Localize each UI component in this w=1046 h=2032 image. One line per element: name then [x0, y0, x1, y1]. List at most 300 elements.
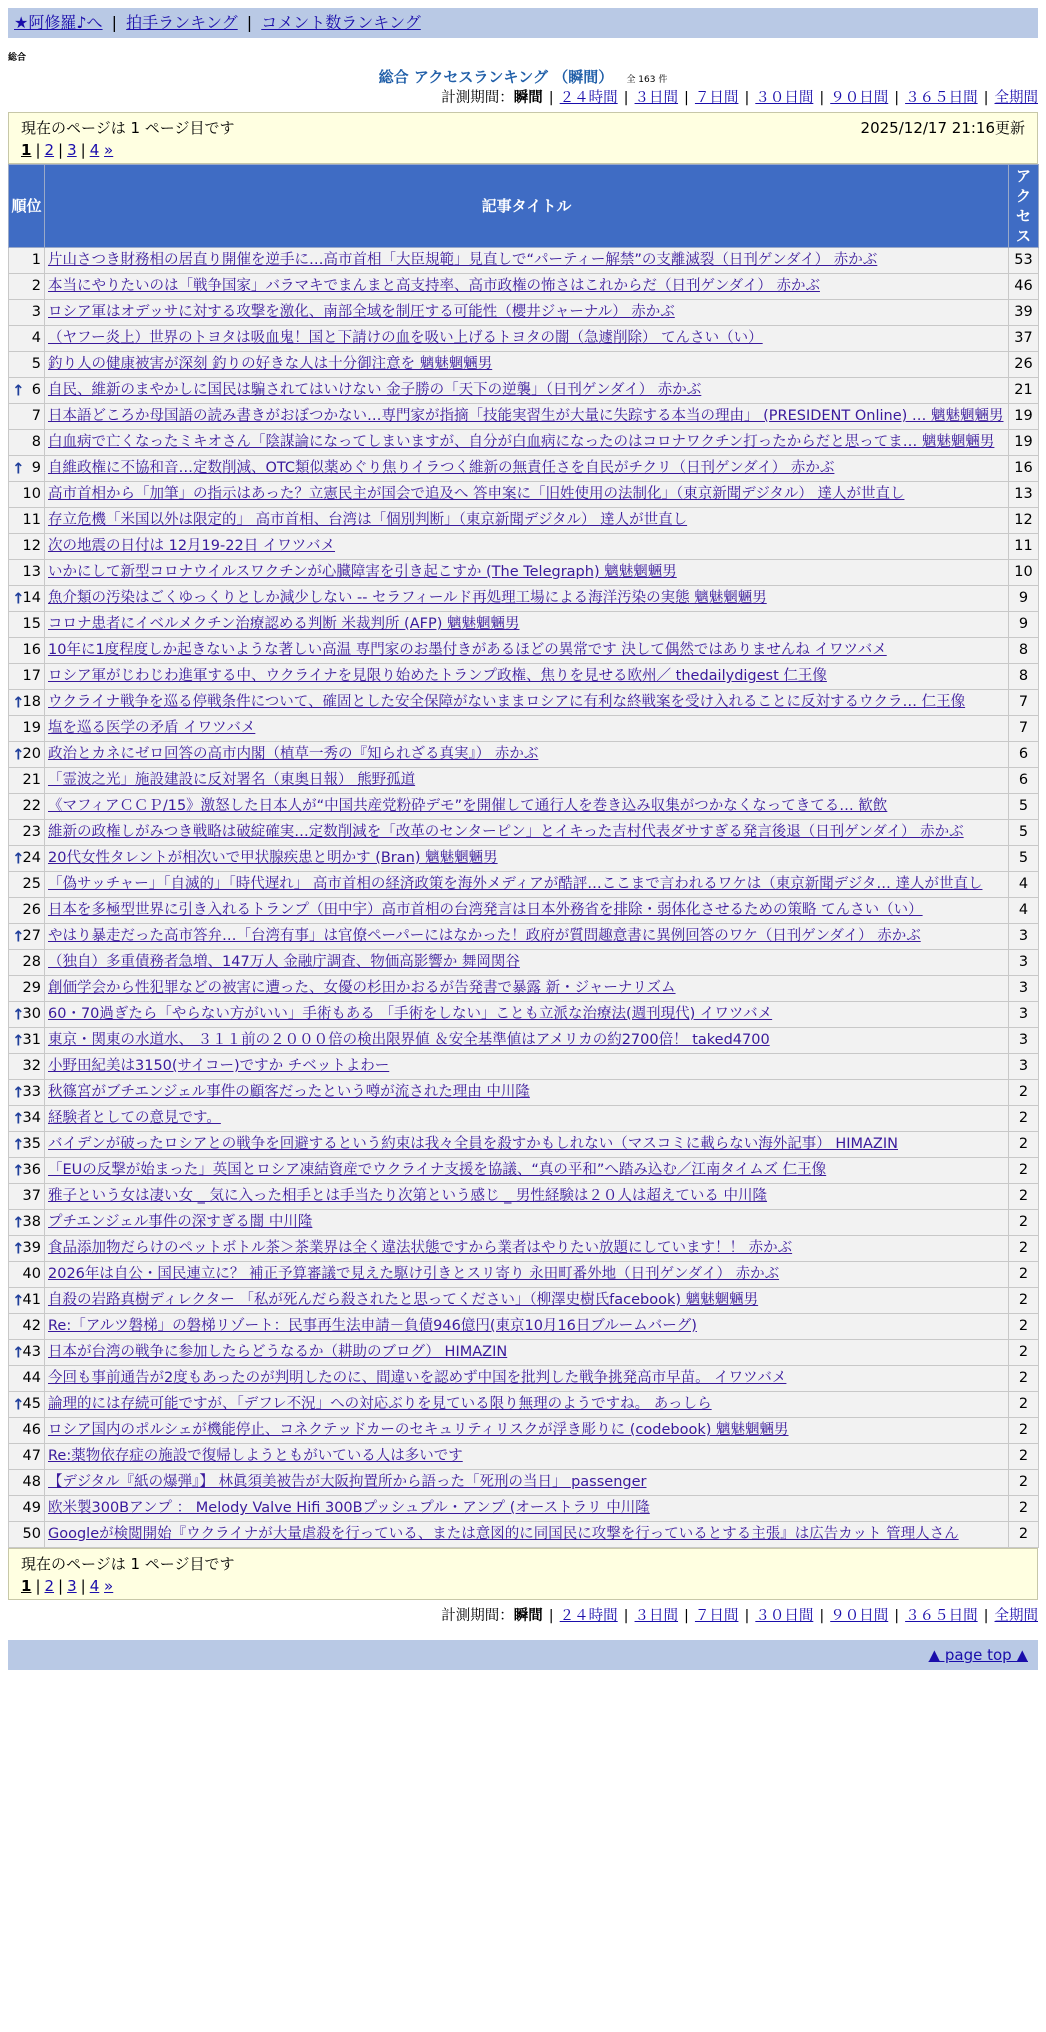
rank-number: 28	[22, 954, 41, 970]
period-separator: |	[548, 90, 554, 106]
ranking-row	[9, 664, 1039, 690]
rank-cell	[9, 1028, 45, 1054]
access-count: 6	[1009, 742, 1039, 768]
article-title-link[interactable]: ロシア軍がじわじわ進軍する中、ウクライナを見限り始めたトランプ政権、焦りを見せる欧州／ thedailydigest 仁王像	[48, 668, 827, 684]
access-count: 19	[1009, 430, 1039, 456]
next-page-link[interactable]: »	[104, 1577, 114, 1595]
title-cell	[45, 1028, 1009, 1054]
period-label: 計測期間：	[441, 90, 514, 106]
page-top-link[interactable]: ▲ page top ▲	[928, 1646, 1028, 1664]
period-option-link[interactable]: ９０日間	[830, 90, 889, 106]
period-option-link[interactable]: ２４時間	[559, 1608, 618, 1624]
title-cell	[45, 1236, 1009, 1262]
rank-number: 21	[22, 772, 41, 788]
category-label: 総合	[8, 53, 27, 63]
pagination-links	[21, 1575, 1025, 1597]
ranking-row	[9, 534, 1039, 560]
article-title-link[interactable]: ウクライナ戦争を巡る停戦条件について、確固とした安全保障がないままロシアに有利な終戦案を受け入れることに反対するウクラ… 仁王像	[48, 694, 966, 710]
page-link[interactable]: 4	[89, 1577, 100, 1595]
article-title-link[interactable]: 自殺の岩路真樹ディレクター 「私が死んだら殺されたと思ってください」（柳澤史樹氏facebook) 魑魅魍魎男	[48, 1292, 759, 1308]
up-arrow-icon: ↑	[12, 1031, 25, 1049]
rank-cell	[9, 586, 45, 612]
article-title-link[interactable]: 2026年は自公・国民連立に？ 補正予算審議で見えた駆け引きとスリ寄り 永田町番外地（日刊ゲンダイ） 赤かぶ	[48, 1266, 780, 1282]
rank-cell	[9, 1470, 45, 1496]
period-option-link[interactable]: ３０日間	[755, 1608, 814, 1624]
title-cell	[45, 1106, 1009, 1132]
article-title-link[interactable]: 自維政権に不協和音…定数削減、OTC類似薬めぐり焦りイラつく維新の無責任さを自民がチクリ（日刊ゲンダイ） 赤かぶ	[48, 460, 835, 476]
rank-cell	[9, 794, 45, 820]
rank-cell	[9, 742, 45, 768]
ranking-row	[9, 1340, 1039, 1366]
article-title-link[interactable]: 釣り人の健康被害が深刻 釣りの好きな人は十分御注意を 魑魅魍魎男	[48, 356, 493, 372]
rank-cell	[9, 248, 45, 274]
title-cell	[45, 794, 1009, 820]
article-title-link[interactable]: （独自）多重債務者急増、147万人 金融庁調査、物価高影響か 舞岡関谷	[48, 954, 520, 970]
period-option-link[interactable]: 全期間	[994, 90, 1038, 106]
period-separator: |	[983, 90, 989, 106]
title-cell	[45, 1158, 1009, 1184]
title-cell	[45, 1418, 1009, 1444]
access-count: 2	[1009, 1132, 1039, 1158]
up-arrow-icon: ↑	[12, 693, 25, 711]
title-cell	[45, 560, 1009, 586]
rank-number: 33	[22, 1084, 41, 1100]
access-count: 4	[1009, 872, 1039, 898]
rank-cell	[9, 1288, 45, 1314]
title-cell	[45, 1054, 1009, 1080]
ranking-row	[9, 274, 1039, 300]
access-count: 37	[1009, 326, 1039, 352]
ranking-row	[9, 456, 1039, 482]
article-title-link[interactable]: 本当にやりたいのは「戦争国家」バラマキでまんまと高支持率、高市政権の怖さはこれからだ（日刊ゲンダイ） 赤かぶ	[48, 278, 820, 294]
article-title-link[interactable]: Googleが検閲開始『ウクライナが大量虐殺を行っている、または意図的に同国民に攻撃を行っているとする主張』は広告カット 管理人さん	[48, 1526, 959, 1542]
article-title-link[interactable]: ロシア国内のポルシェが機能停止、コネクテッドカーのセキュリティリスクが浮き彫りに (codebook) 魑魅魍魎男	[48, 1422, 789, 1438]
access-count: 7	[1009, 690, 1039, 716]
title-cell	[45, 716, 1009, 742]
page-status-text: 現在のページは 1 ページ目です	[21, 1555, 235, 1573]
ranking-row	[9, 794, 1039, 820]
access-count: 3	[1009, 1028, 1039, 1054]
rank-cell	[9, 846, 45, 872]
ranking-row	[9, 404, 1039, 430]
title-cell	[45, 1210, 1009, 1236]
title-cell	[45, 404, 1009, 430]
article-title-link[interactable]: 《マフィアＣＣＰ/15》激怒した日本人が“中国共産党粉砕デモ”を開催して通行人を巻き込み収集がつかなくなってきてる… 歓飲	[48, 798, 888, 814]
period-option-link[interactable]: ７日間	[694, 1608, 739, 1624]
title-cell	[45, 456, 1009, 482]
ranking-row	[9, 716, 1039, 742]
article-title-link[interactable]: 小野田紀美は3150(サイコー)ですか チベットよわー	[48, 1058, 390, 1074]
article-title-link[interactable]: 【デジタル『紙の爆弾』】 林眞須美被告が大阪拘置所から語った「死刑の当日」 passenger	[48, 1474, 647, 1490]
article-title-link[interactable]: 60・70過ぎたら「やらない方がいい」手術もある 「手術をしない」ことも立派な治療法(週刊現代) イワツバメ	[48, 1006, 773, 1022]
period-separator: |	[623, 1608, 629, 1624]
access-count: 2	[1009, 1392, 1039, 1418]
rank-number: 47	[22, 1448, 41, 1464]
period-separator: |	[684, 1608, 689, 1624]
article-title-link[interactable]: 政治とカネにゼロ回答の高市内閣（植草一秀の『知られざる真実』） 赤かぶ	[48, 746, 539, 762]
access-count: 39	[1009, 300, 1039, 326]
access-count: 2	[1009, 1288, 1039, 1314]
access-count: 2	[1009, 1236, 1039, 1262]
ranking-row	[9, 924, 1039, 950]
title-cell	[45, 690, 1009, 716]
ranking-row	[9, 482, 1039, 508]
access-count: 7	[1009, 716, 1039, 742]
title-cell	[45, 586, 1009, 612]
column-header-access: アクセス	[1009, 165, 1039, 248]
rank-cell	[9, 1080, 45, 1106]
article-title-link[interactable]: 日本が台湾の戦争に参加したらどうなるか（耕助のブログ） HIMAZIN	[48, 1344, 508, 1360]
article-title-link[interactable]: 論理的には存続可能ですが、「デフレ不況」への対応ぶりを見ている限り無理のようですね。 あっしら	[48, 1396, 712, 1412]
up-arrow-icon: ↑	[12, 1109, 25, 1127]
title-cell	[45, 1366, 1009, 1392]
pagination-box-top	[8, 112, 1038, 164]
article-title-link[interactable]: 経験者としての意見です。	[48, 1110, 221, 1126]
title-cell	[45, 352, 1009, 378]
article-title-link[interactable]: 日本語どころか母国語の読み書きがおぼつかない…専門家が指摘「技能実習生が大量に失踪する本当の理由」 (PRESIDENT Online) … 魑魅魍魎男	[48, 408, 1004, 424]
rank-number: 32	[22, 1058, 41, 1074]
ranking-row	[9, 976, 1039, 1002]
title-cell	[45, 1002, 1009, 1028]
rank-cell	[9, 898, 45, 924]
ranking-row	[9, 1210, 1039, 1236]
column-header-title: 記事タイトル	[45, 165, 1009, 248]
article-title-link[interactable]: 創価学会から性犯罪などの被害に遭った、女優の杉田かおるが告発書で暴露 新・ジャーナリズム	[48, 980, 676, 996]
rank-cell	[9, 1366, 45, 1392]
ranking-row	[9, 1184, 1039, 1210]
rank-number: 5	[31, 356, 41, 372]
title-cell	[45, 950, 1009, 976]
rank-number: 31	[22, 1032, 41, 1048]
period-separator: |	[983, 1608, 989, 1624]
article-title-link[interactable]: 雅子という女は凄い女 _ 気に入った相手とは手当たり次第という感じ _ 男性経験は２０人は超えている 中川隆	[48, 1188, 768, 1204]
article-title-link[interactable]: 秋篠宮がブチエンジェル事件の顧客だったという噂が流された理由 中川隆	[48, 1084, 530, 1100]
up-arrow-icon: ↑	[12, 849, 25, 867]
access-count: 5	[1009, 820, 1039, 846]
rank-number: 35	[22, 1136, 41, 1152]
rank-number: 6	[31, 382, 41, 398]
ranking-row	[9, 1028, 1039, 1054]
rank-cell	[9, 924, 45, 950]
ranking-row	[9, 326, 1039, 352]
rank-number: 27	[22, 928, 41, 944]
access-count: 2	[1009, 1080, 1039, 1106]
rank-cell	[9, 274, 45, 300]
page-link[interactable]: 4	[89, 141, 100, 159]
rank-number: 45	[22, 1396, 41, 1412]
period-option-link[interactable]: ３０日間	[755, 90, 814, 106]
period-option-link[interactable]: ２４時間	[559, 90, 618, 106]
access-count: 3	[1009, 976, 1039, 1002]
page-separator: |	[35, 141, 41, 159]
rank-number: 18	[22, 694, 41, 710]
period-option-link[interactable]: ７日間	[694, 90, 739, 106]
access-count: 46	[1009, 274, 1039, 300]
clap-ranking-link[interactable]: 拍手ランキング	[126, 13, 238, 32]
page-link[interactable]: 3	[67, 1577, 77, 1595]
period-option-link[interactable]: ９０日間	[830, 1608, 889, 1624]
access-count: 53	[1009, 248, 1039, 274]
rank-cell	[9, 1418, 45, 1444]
title-cell	[45, 1080, 1009, 1106]
article-title-link[interactable]: 存立危機「米国以外は限定的」 高市首相、台湾は「個別判断」（東京新聞デジタル） 達人が世直し	[48, 512, 688, 528]
article-title-link[interactable]: 「EUの反撃が始まった」英国とロシア凍結資産でウクライナ支援を協議、“真の平和”へ踏み込む／江南タイムズ 仁王像	[48, 1162, 827, 1178]
access-count: 5	[1009, 794, 1039, 820]
up-arrow-icon: ↑	[12, 1239, 25, 1257]
title-cell	[45, 1288, 1009, 1314]
total-count: 全 163 件	[626, 75, 668, 85]
rank-number: 4	[31, 330, 41, 346]
ranking-title: 総合 アクセスランキング （瞬間）	[378, 68, 614, 86]
period-option-link[interactable]: 全期間	[994, 1608, 1038, 1624]
page-separator: |	[35, 1577, 41, 1595]
title-cell	[45, 482, 1009, 508]
access-count: 11	[1009, 534, 1039, 560]
rank-cell	[9, 716, 45, 742]
access-count: 2	[1009, 1314, 1039, 1340]
up-arrow-icon: ↑	[12, 1161, 25, 1179]
ranking-row	[9, 768, 1039, 794]
title-cell	[45, 742, 1009, 768]
ranking-row	[9, 586, 1039, 612]
article-title-link[interactable]: バイデンが破ったロシアとの戦争を回避するという約束は我々全員を殺すかもしれない（マスコミに載らない海外記事） HIMAZIN	[48, 1136, 898, 1152]
access-count: 2	[1009, 1418, 1039, 1444]
rank-cell	[9, 638, 45, 664]
current-page: 1	[21, 1577, 32, 1595]
period-separator: |	[819, 90, 825, 106]
article-title-link[interactable]: 次の地震の日付は 12月19-22日 イワツバメ	[48, 538, 336, 554]
article-title-link[interactable]: Re:「アルツ磐梯」の磐梯リゾート：民事再生法申請－負債946億円(東京10月16日ブルームバーグ)	[48, 1318, 697, 1334]
nav-separator: |	[111, 13, 118, 32]
top-nav-bar	[8, 8, 1038, 38]
ranking-row	[9, 742, 1039, 768]
rank-number: 14	[22, 590, 41, 606]
rank-cell	[9, 1158, 45, 1184]
article-title-link[interactable]: プチエンジェル事件の深すぎる闇 中川隆	[48, 1214, 313, 1230]
page-separator: |	[80, 141, 86, 159]
article-title-link[interactable]: 塩を巡る医学の矛盾 イワツバメ	[48, 720, 256, 736]
article-title-link[interactable]: いかにして新型コロナウイルスワクチンが心臓障害を引き起こすか (The Telegraph) 魑魅魍魎男	[48, 564, 677, 580]
rank-number: 13	[22, 564, 41, 580]
rank-number: 25	[22, 876, 41, 892]
rank-cell	[9, 872, 45, 898]
access-count: 19	[1009, 404, 1039, 430]
title-cell	[45, 846, 1009, 872]
ranking-row	[9, 300, 1039, 326]
access-count: 3	[1009, 924, 1039, 950]
period-option-link[interactable]: ３日間	[634, 90, 679, 106]
ranking-row	[9, 846, 1039, 872]
rank-cell	[9, 1262, 45, 1288]
title-cell	[45, 1340, 1009, 1366]
up-arrow-icon: ↑	[12, 1291, 25, 1309]
article-title-link[interactable]: やはり暴走だった高市答弁…「台湾有事」は官僚ペーパーにはなかった！政府が質問趣意書に異例回答のワケ（日刊ゲンダイ） 赤かぶ	[48, 928, 921, 944]
rank-number: 10	[22, 486, 41, 502]
up-arrow-icon: ↑	[12, 1083, 25, 1101]
comment-ranking-link[interactable]: コメント数ランキング	[261, 13, 421, 32]
title-cell	[45, 274, 1009, 300]
ranking-row	[9, 560, 1039, 586]
rank-number: 22	[22, 798, 41, 814]
access-count: 2	[1009, 1340, 1039, 1366]
title-cell	[45, 1184, 1009, 1210]
access-count: 2	[1009, 1210, 1039, 1236]
title-cell	[45, 534, 1009, 560]
access-count: 2	[1009, 1158, 1039, 1184]
period-option-link[interactable]: ３日間	[634, 1608, 679, 1624]
rank-number: 16	[22, 642, 41, 658]
rank-cell	[9, 326, 45, 352]
access-count: 3	[1009, 950, 1039, 976]
rank-number: 42	[22, 1318, 41, 1334]
ranking-title-row	[8, 66, 1038, 88]
rank-cell	[9, 690, 45, 716]
title-cell	[45, 1496, 1009, 1522]
rank-cell	[9, 768, 45, 794]
access-count: 12	[1009, 508, 1039, 534]
up-arrow-icon: ↑	[12, 745, 25, 763]
article-title-link[interactable]: 今回も事前通告が2度もあったのが判明したのに、間違いを認めず中国を批判した戦争挑発高市早苗。 イワツバメ	[48, 1370, 787, 1386]
article-title-link[interactable]: 維新の政権しがみつき戦略は破綻確実…定数削減を「改革のセンターピン」とイキった吉村代表ダサすぎる発言後退（日刊ゲンダイ） 赤かぶ	[48, 824, 964, 840]
page-separator: |	[80, 1577, 86, 1595]
title-cell	[45, 1132, 1009, 1158]
rank-number: 26	[22, 902, 41, 918]
rank-cell	[9, 482, 45, 508]
ranking-row	[9, 248, 1039, 274]
rank-number: 24	[22, 850, 41, 866]
access-count: 2	[1009, 1496, 1039, 1522]
home-link[interactable]: ★阿修羅♪へ	[14, 13, 103, 32]
period-selector-top	[8, 88, 1038, 108]
rank-cell	[9, 1132, 45, 1158]
ranking-row	[9, 430, 1039, 456]
rank-cell	[9, 508, 45, 534]
article-title-link[interactable]: 高市首相から「加筆」の指示はあった？立憲民主が国会で追及へ 答申案に「旧姓使用の法制化」（東京新聞デジタル） 達人が世直し	[48, 486, 905, 502]
article-title-link[interactable]: 日本を多極型世界に引き入れるトランプ（田中宇）高市首相の台湾発言は日本外務省を排除・弱体化させるための策略 てんさい（い）	[48, 902, 923, 918]
ranking-row	[9, 1314, 1039, 1340]
rank-cell	[9, 404, 45, 430]
ranking-row	[9, 638, 1039, 664]
access-count: 8	[1009, 638, 1039, 664]
page-link[interactable]: 2	[44, 141, 55, 159]
ranking-row	[9, 1392, 1039, 1418]
title-cell	[45, 1314, 1009, 1340]
rank-number: 1	[31, 252, 41, 268]
ranking-row	[9, 352, 1039, 378]
rank-cell	[9, 352, 45, 378]
rank-number: 39	[22, 1240, 41, 1256]
period-current: 瞬間	[513, 1608, 543, 1624]
article-title-link[interactable]: 魚介類の汚染はごくゆっくりとしか減少しない -- セラフィールド再処理工場による海洋汚染の実態 魑魅魍魎男	[48, 590, 767, 606]
rank-number: 19	[22, 720, 41, 736]
article-title-link[interactable]: 「霊波之光」施設建設に反対署名（東奥日報） 熊野孤道	[48, 772, 416, 788]
period-option-link[interactable]: ３６５日間	[905, 1608, 978, 1624]
rank-number: 37	[22, 1188, 41, 1204]
rank-cell	[9, 560, 45, 586]
period-option-link[interactable]: ３６５日間	[905, 90, 978, 106]
access-count: 2	[1009, 1366, 1039, 1392]
rank-number: 44	[22, 1370, 41, 1386]
article-title-link[interactable]: 食品添加物だらけのペットボトル茶＞茶業界は全く違法状態ですから業者はやりたい放題にしています！！ 赤かぶ	[48, 1240, 793, 1256]
article-title-link[interactable]: Re:薬物依存症の施設で復帰しようともがいている人は多いです	[48, 1448, 463, 1464]
page-link[interactable]: 3	[67, 141, 77, 159]
ranking-row	[9, 1366, 1039, 1392]
rank-number: 36	[22, 1162, 41, 1178]
article-title-link[interactable]: 「偽サッチャー」「自滅的」「時代遅れ」 高市首相の経済政策を海外メディアが酷評…ここまで言われるワケは（東京新聞デジタ… 達人が世直し	[48, 876, 983, 892]
access-count: 26	[1009, 352, 1039, 378]
access-count: 8	[1009, 664, 1039, 690]
rank-number: 48	[22, 1474, 41, 1490]
access-count: 3	[1009, 1054, 1039, 1080]
rank-cell	[9, 1210, 45, 1236]
title-cell	[45, 508, 1009, 534]
title-cell	[45, 1522, 1009, 1548]
article-title-link[interactable]: 10年に1度程度しか起きないような著しい高温 専門家のお墨付きがあるほどの異常です 決して偶然ではありませんね イワツバメ	[48, 642, 887, 658]
rank-cell	[9, 1184, 45, 1210]
article-title-link[interactable]: 20代女性タレントが相次いで甲状腺疾患と明かす (Bran) 魑魅魍魎男	[48, 850, 498, 866]
rank-cell	[9, 1444, 45, 1470]
access-count: 10	[1009, 560, 1039, 586]
article-title-link[interactable]: 東京・関東の水道水、 ３１１前の２０００倍の検出限界値 ＆安全基準値はアメリカの約2700倍！ taked4700	[48, 1032, 770, 1048]
page-separator: |	[58, 1577, 64, 1595]
title-cell	[45, 638, 1009, 664]
rank-number: 2	[31, 278, 41, 294]
title-cell	[45, 248, 1009, 274]
period-separator: |	[548, 1608, 554, 1624]
rank-cell	[9, 1236, 45, 1262]
up-arrow-icon: ↑	[12, 1213, 25, 1231]
rank-cell	[9, 1054, 45, 1080]
rank-number: 40	[22, 1266, 41, 1282]
ranking-row	[9, 898, 1039, 924]
ranking-row	[9, 1522, 1039, 1548]
article-title-link[interactable]: コロナ患者にイベルメクチン治療認める判断 米裁判所 (AFP) 魑魅魍魎男	[48, 616, 520, 632]
article-title-link[interactable]: 片山さつき財務相の居直り開催を逆手に…高市首相「大臣規範」見直しで“パーティー解禁”の支離滅裂（日刊ゲンダイ） 赤かぶ	[48, 252, 878, 268]
article-title-link[interactable]: （ヤフー炎上）世界のトヨタは吸血鬼！国と下請けの血を吸い上げるトヨタの闇（急遽削除） てんさい（い）	[48, 330, 763, 346]
title-cell	[45, 430, 1009, 456]
page-link[interactable]: 2	[44, 1577, 55, 1595]
ranking-row	[9, 1132, 1039, 1158]
article-title-link[interactable]: 欧米製300Bアンプ ： Melody Valve Hifi 300Bプッシュプル・アンプ (オーストラリ 中川隆	[48, 1500, 650, 1516]
ranking-row	[9, 1288, 1039, 1314]
rank-number: 49	[22, 1500, 41, 1516]
up-arrow-icon: ↑	[12, 927, 25, 945]
rank-cell	[9, 300, 45, 326]
up-arrow-icon: ↑	[12, 1135, 25, 1153]
article-title-link[interactable]: 白血病で亡くなったミキオさん「陰謀論になってしまいますが、自分が白血病になったのはコロナワクチン打ったからだと思ってま… 魑魅魍魎男	[48, 434, 995, 450]
ranking-row	[9, 1236, 1039, 1262]
rank-number: 3	[31, 304, 41, 320]
article-title-link[interactable]: ロシア軍はオデッサに対する攻撃を激化、南部全域を制圧する可能性（櫻井ジャーナル） 赤かぶ	[48, 304, 675, 320]
title-cell	[45, 378, 1009, 404]
rank-cell	[9, 1340, 45, 1366]
ranking-row	[9, 1444, 1039, 1470]
rank-number: 15	[22, 616, 41, 632]
rank-number: 20	[22, 746, 41, 762]
rank-cell	[9, 378, 45, 404]
next-page-link[interactable]: »	[104, 141, 114, 159]
ranking-row	[9, 1002, 1039, 1028]
ranking-row	[9, 612, 1039, 638]
rank-number: 38	[22, 1214, 41, 1230]
period-separator: |	[684, 90, 689, 106]
article-title-link[interactable]: 自民、維新のまやかしに国民は騙されてはいけない 金子勝の「天下の逆襲」（日刊ゲンダイ） 赤かぶ	[48, 382, 702, 398]
access-count: 21	[1009, 378, 1039, 404]
rank-cell	[9, 456, 45, 482]
title-cell	[45, 1444, 1009, 1470]
updated-time: 2025/12/17 21:16更新	[860, 119, 1025, 137]
access-count: 2	[1009, 1184, 1039, 1210]
